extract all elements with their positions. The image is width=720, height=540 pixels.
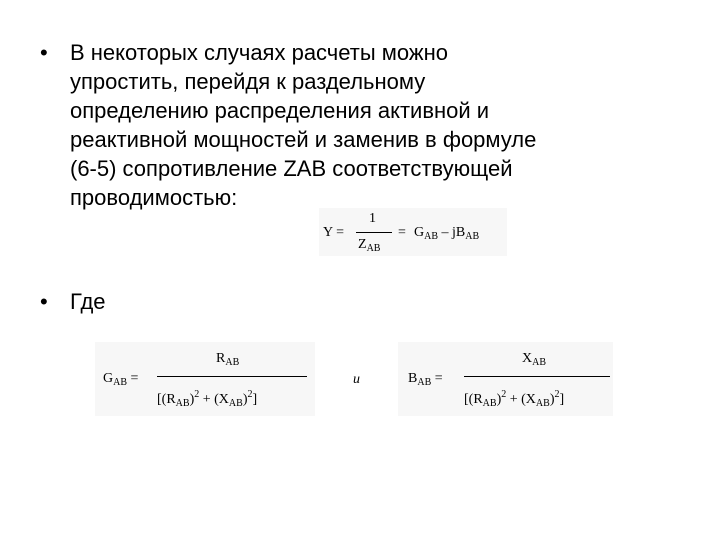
conjunction-and: и <box>353 372 360 387</box>
formula-g-denominator: $[(R_{AB})^2 + (X_{AB})^2]$ <box>157 389 258 409</box>
formula-susceptance <box>398 342 613 416</box>
fraction-bar <box>356 232 392 233</box>
paragraph-1-line-6: проводимостью: <box>70 185 238 210</box>
fraction-bar <box>464 376 610 377</box>
paragraph-2 <box>40 287 106 316</box>
formula-y-lhs: Y = <box>323 225 344 240</box>
formula-b-lhs: $B_{AB}$ = <box>408 371 443 388</box>
paragraph-1-line-1: В некоторых случаях расчеты можно <box>70 40 448 65</box>
formula-b-numerator: $X_{AB}$ <box>522 351 547 368</box>
bullet-marker: • <box>40 40 48 65</box>
paragraph-1-line-3: определению распределения активной и <box>70 98 490 123</box>
formula-g-lhs: $G_{AB}$ = <box>103 371 139 388</box>
paragraph-2-text: Где <box>70 289 106 314</box>
formula-y-denominator: $Z_{AB}$ <box>358 237 381 254</box>
paragraph-1-line-4: реактивной мощностей и заменив в формуле <box>70 127 537 152</box>
formula-admittance <box>319 208 507 256</box>
paragraph-1-line-5: (6-5) сопротивление ZAB соответствующей <box>70 156 513 181</box>
formula-y-numerator: 1 <box>369 211 376 226</box>
paragraph-1-line-2: упростить, перейдя к раздельному <box>70 69 426 94</box>
formula-y-eq: = <box>398 225 406 240</box>
bullet-marker: • <box>40 289 48 314</box>
formula-y-rhs: $G_{AB} - jB_{AB}$ <box>414 225 480 242</box>
formula-conductance <box>95 342 315 416</box>
paragraph-1 <box>40 38 680 212</box>
fraction-bar <box>157 376 307 377</box>
formula-g-numerator: $R_{AB}$ <box>216 351 240 368</box>
formula-b-denominator: $[(R_{AB})^2 + (X_{AB})^2]$ <box>464 389 565 409</box>
